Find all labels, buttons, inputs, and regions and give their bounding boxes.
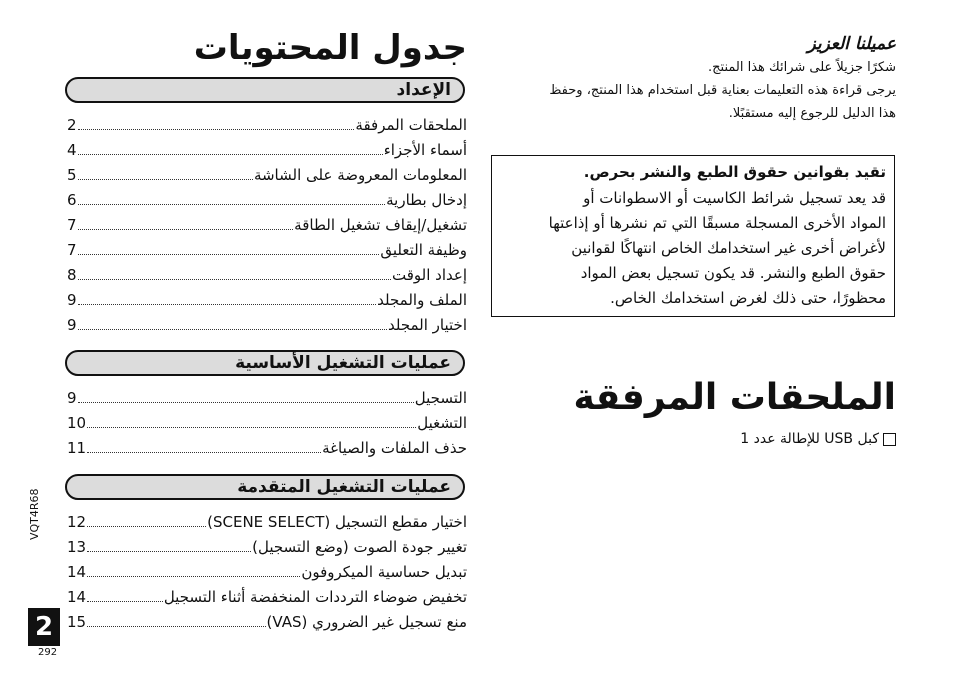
toc-section-heading: الإعداد (396, 80, 451, 100)
toc-entry-label: إعداد الوقت (392, 266, 467, 284)
toc-section-heading: عمليات التشغيل الأساسية (235, 353, 451, 373)
toc-leader-dots (78, 278, 391, 280)
toc-entry[interactable] (67, 509, 467, 531)
toc-entry-label: حذف الملفات والصياغة (322, 439, 467, 457)
toc-entry-page: 13 (67, 538, 87, 556)
toc-entry-label: التشغيل (417, 414, 467, 432)
toc-entry-label: التسجيل (414, 389, 467, 407)
toc-entry-label: الملحقات المرفقة (355, 116, 467, 134)
toc-entry-page: 11 (67, 439, 87, 457)
toc-title: جدول المحتويات (193, 28, 467, 68)
toc-leader-dots (87, 575, 300, 577)
accessories-title: الملحقات المرفقة (573, 377, 896, 418)
toc-entry-label: منع تسجيل غير الضروري (VAS) (266, 613, 467, 631)
toc-leader-dots (87, 525, 206, 527)
copyright-text-line: المواد الأخرى المسجلة مسبقًا التي تم نشرها أو إذاعتها (548, 214, 886, 232)
toc-leader-dots (78, 253, 380, 255)
toc-leader-dots (78, 303, 377, 305)
toc-entry[interactable] (67, 187, 467, 209)
toc-entry-page: 8 (67, 266, 77, 284)
toc-entry[interactable] (67, 312, 467, 334)
toc-leader-dots (78, 128, 355, 130)
intro-text-line: هذا الدليل للرجوع إليه مستقبًلا. (728, 106, 896, 121)
toc-entry[interactable] (67, 112, 467, 134)
toc-entry-page: 9 (67, 291, 77, 309)
toc-entry-label: أسماء الأجزاء (383, 141, 467, 159)
checkbox-icon[interactable] (883, 433, 896, 446)
toc-section-heading: عمليات التشغيل المتقدمة (237, 477, 451, 497)
copyright-text-line: محظورًا، حتى ذلك لغرض استخدامك الخاص. (610, 289, 886, 307)
copyright-text-line: حقوق الطبع والنشر. قد يكون تسجيل بعض المواد (580, 264, 886, 282)
toc-leader-dots (87, 625, 265, 627)
toc-section-setup (65, 77, 465, 103)
accessory-item (740, 430, 896, 448)
toc-entry-label: تبديل حساسية الميكروفون (301, 563, 467, 581)
toc-entry[interactable] (67, 237, 467, 259)
toc-entry-page: 14 (67, 563, 87, 581)
toc-entry-label: إدخال بطارية (386, 191, 467, 209)
toc-entry-label: اختيار المجلد (387, 316, 467, 334)
toc-entry-label: تشغيل/إيقاف تشغيل الطاقة (294, 216, 467, 234)
toc-entry-page: 7 (67, 241, 77, 259)
toc-entry-label: المعلومات المعروضة على الشاشة (253, 166, 467, 184)
toc-entry-page: 6 (67, 191, 77, 209)
toc-entry[interactable] (67, 262, 467, 284)
toc-entry-label: تغيير جودة الصوت (وضع التسجيل) (252, 538, 467, 556)
toc-entry-page: 12 (67, 513, 87, 531)
toc-entry[interactable] (67, 435, 467, 457)
toc-entry[interactable] (67, 559, 467, 581)
copyright-notice-box (491, 155, 895, 317)
toc-entry-page: 9 (67, 389, 77, 407)
toc-entry-page: 15 (67, 613, 87, 631)
toc-leader-dots (87, 426, 416, 428)
document-code: VQT4R68 (28, 488, 41, 540)
toc-section-advanced (65, 474, 465, 500)
intro-text-line: يرجى قراءة هذه التعليمات بعناية قبل استخدام هذا المنتج، وحفظ (549, 83, 896, 98)
toc-entry[interactable] (67, 137, 467, 159)
toc-entry-page: 2 (67, 116, 77, 134)
toc-entry-page: 14 (67, 588, 87, 606)
toc-entry-label: اختيار مقطع التسجيل (SCENE SELECT) (207, 513, 467, 531)
copyright-text-line: قد يعد تسجيل شرائط الكاسيت أو الاسطوانات أو (583, 189, 886, 207)
page-number-small: 292 (38, 647, 58, 658)
toc-entry-label: الملف والمجلد (377, 291, 467, 309)
toc-leader-dots (78, 178, 253, 180)
page-number: 2 (28, 608, 60, 646)
toc-entry-page: 5 (67, 166, 77, 184)
toc-entry[interactable] (67, 162, 467, 184)
toc-leader-dots (78, 228, 294, 230)
copyright-title: تقيد بقوانين حقوق الطبع والنشر بحرص. (583, 163, 886, 181)
toc-entry[interactable] (67, 584, 467, 606)
intro-text-line: شكرًا جزيلاً على شرائك هذا المنتج. (708, 60, 896, 75)
copyright-text-line: لأغراض أخرى غير استخدامك الخاص انتهاكًا لقوانين (571, 239, 886, 257)
accessory-item-label: كبل USB للإطالة عدد 1 (740, 431, 879, 447)
toc-entry-page: 7 (67, 216, 77, 234)
toc-entry[interactable] (67, 534, 467, 556)
toc-entry[interactable] (67, 212, 467, 234)
toc-entry[interactable] (67, 410, 467, 432)
toc-entry-page: 4 (67, 141, 77, 159)
toc-entry-label: تخفيض ضوضاء الترددات المنخفضة أثناء التسجيل (163, 588, 467, 606)
toc-entry[interactable] (67, 609, 467, 631)
toc-leader-dots (78, 401, 414, 403)
toc-leader-dots (78, 153, 383, 155)
toc-leader-dots (78, 328, 387, 330)
toc-leader-dots (87, 451, 321, 453)
toc-entry-page: 10 (67, 414, 87, 432)
toc-leader-dots (87, 600, 163, 602)
toc-entry-page: 9 (67, 316, 77, 334)
toc-entry[interactable] (67, 287, 467, 309)
toc-section-basic (65, 350, 465, 376)
greeting-heading: عميلنا العزيز (807, 34, 896, 54)
toc-leader-dots (87, 550, 251, 552)
toc-entry-label: وظيفة التعليق (380, 241, 467, 259)
toc-entry[interactable] (67, 385, 467, 407)
toc-leader-dots (78, 203, 386, 205)
